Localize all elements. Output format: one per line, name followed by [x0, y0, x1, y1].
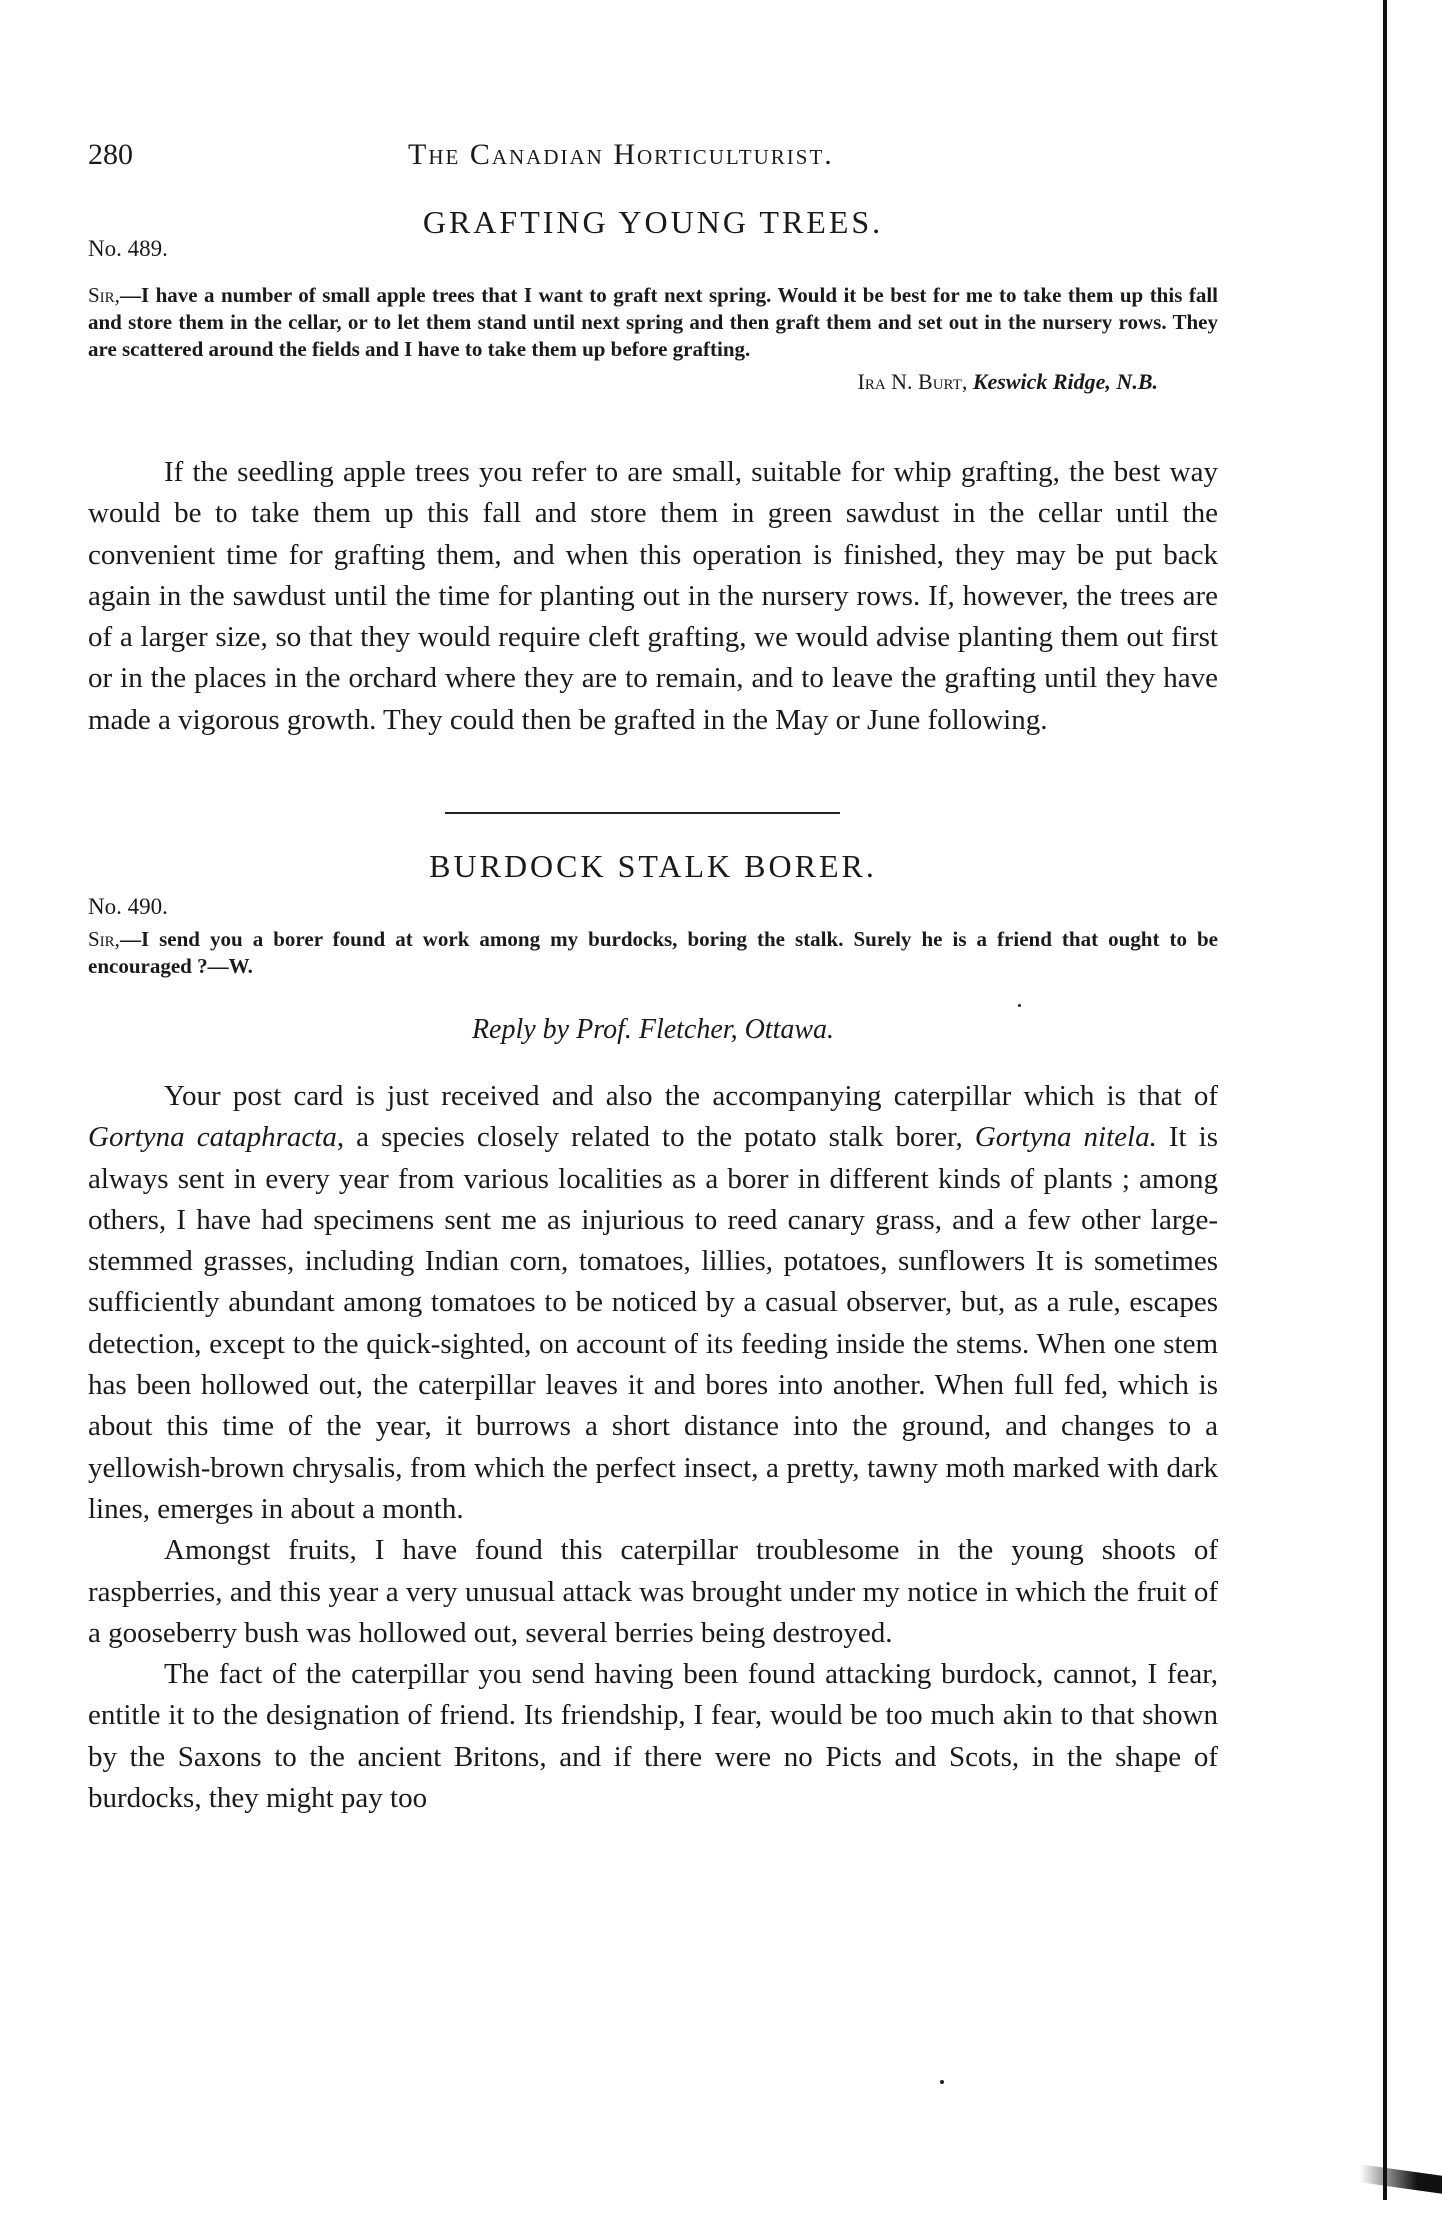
section-burdock	[88, 848, 1218, 885]
letter-body: —I have a number of small apple trees that I want to graft next spring. Would it be best for me to take them up this fall and store them in the cellar, or to let them stand until next spring and then graft them and set out in the nursery rows. They are scattered around the fields and I have to take them up before grafting.	[88, 283, 1218, 361]
question-number: No. 489.	[88, 236, 168, 261]
species-name: Gortyna cataphracta	[88, 1121, 337, 1154]
signature-place: Keswick Ridge, N.B.	[972, 369, 1158, 394]
running-head	[88, 138, 1218, 178]
reply-paragraph: The fact of the caterpillar you send having been found attacking burdock, cannot, I fear, entitle it to the designation of friend. Its friendship, I fear, would be too much akin to that shown by the Saxons to the ancient Britons, and if there were no Picts and Scots, in the shape of burdocks, they might pay too	[88, 1658, 1218, 1815]
reader-letter	[88, 282, 1218, 395]
reply-text: It is always sent in every year from various localities as a borer in different kinds of plants ; among others, I have had specimens sent me as injurious to reed canary grass, and a few other large-stemmed grasses, including Indian corn, tomatoes, lillies, potatoes, sunflowers It is sometimes sufficiently abundant among tomatoes to be noticed by a casual observer, but, as a rule, escapes detection, except to the quick-sighted, on account of its feeding inside the stems. When one stem has been hollowed out, the caterpillar leaves it and bores into another. When full fed, which is about this time of the year, it burrows a short distance into the ground, and changes to a yellowish-brown chrysalis, from which the perfect insect, a pretty, tawny moth marked with dark lines, emerges in about a month.	[88, 1121, 1218, 1525]
answer-paragraph: If the seedling apple trees you refer to are small, suitable for whip grafting, the best way would be to take them up this fall and store them in green sawdust in the cellar until the convenient time for grafting them, and when this operation is finished, they may be put back again in the sawdust until the time for planting out in the nursery rows. If, however, the trees are of a larger size, so that they would require cleft grafting, we would advise planting them out first or in the places in the orchard where they are to remain, and to leave the grafting until they have made a vigorous growth. They could then be grafted in the May or June following.	[88, 456, 1218, 736]
letter-text	[88, 926, 1218, 980]
letter-text	[88, 282, 1218, 363]
letter-signature	[88, 369, 1158, 395]
reply-text: , a species closely related to the potato stalk borer,	[336, 1121, 975, 1154]
section-title: GRAFTING YOUNG TREES.	[422, 204, 884, 240]
reply-attribution-wrap	[88, 1014, 1218, 1046]
expert-reply	[88, 1076, 1218, 1819]
reply-attribution: Reply by Prof. Fletcher, Ottawa.	[471, 1014, 835, 1045]
page-edge-line	[1383, 0, 1387, 2200]
journal-title: The Canadian Horticulturist.	[408, 138, 834, 171]
section-title: BURDOCK STALK BORER.	[429, 848, 877, 884]
question-number: No. 490.	[88, 894, 168, 919]
reader-letter	[88, 926, 1218, 980]
page-number: 280	[88, 138, 133, 171]
page-edge-shadow	[1360, 2164, 1442, 2194]
letter-salutation: Sir,	[88, 283, 120, 307]
question-number-wrap	[88, 236, 1218, 262]
species-name: Gortyna nitela.	[974, 1121, 1157, 1154]
speck-mark	[1018, 1004, 1021, 1007]
reply-paragraph	[88, 1076, 1218, 1530]
section-divider	[445, 812, 840, 814]
speck-mark	[940, 2080, 944, 2084]
question-number-wrap	[88, 894, 1218, 920]
signature-name: Ira N. Burt,	[857, 369, 968, 394]
reply-text: Your post card is just received and also the accompanying caterpillar which is that of	[164, 1080, 1218, 1112]
reply-paragraph: Amongst fruits, I have found this caterpillar troublesome in the young shoots of raspberries, and this year a very unusual attack was brought under my notice in which the fruit of a gooseberry bush was hollowed out, several berries being destroyed.	[88, 1534, 1218, 1649]
letter-body: —I send you a borer found at work among my burdocks, boring the stalk. Surely he is a friend that ought to be encouraged ?—W.	[88, 927, 1218, 978]
editor-answer	[88, 452, 1218, 741]
letter-salutation: Sir,	[88, 927, 120, 951]
